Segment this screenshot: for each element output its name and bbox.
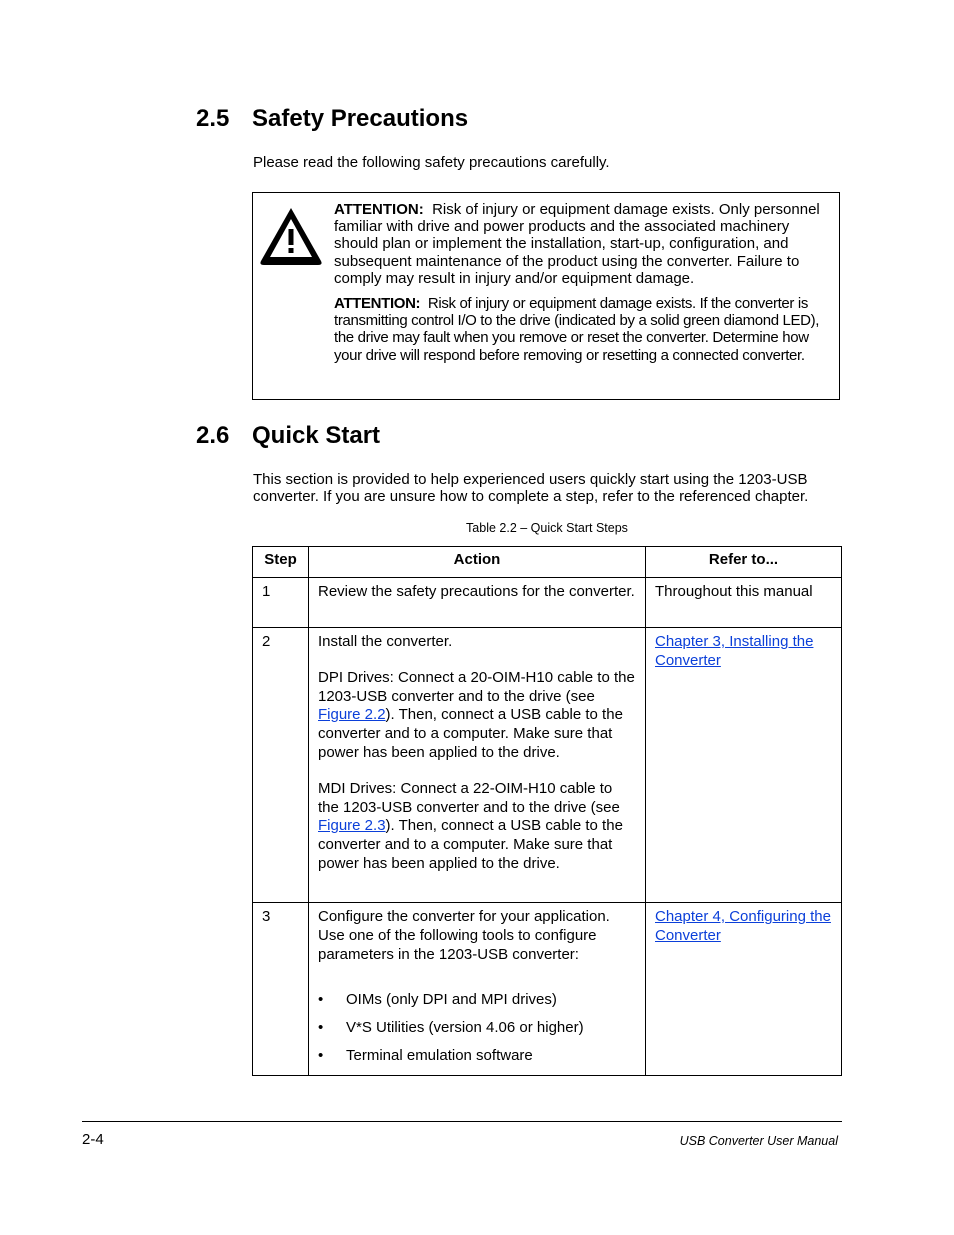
bullet: •	[318, 991, 324, 1009]
attention-paragraph	[334, 295, 824, 364]
action-cell: Review the safety precautions for the converter.	[309, 578, 646, 628]
step-cell: 3	[253, 903, 309, 1076]
attention-body: Risk of injury or equipment damage exists. If the converter is transmitting control I/O to the drive (indicated by a solid green diamond LED), the drive may fault when you remove or reset the converter. Determine how your drive will respond before removing or resetting a connected converter.	[334, 295, 820, 364]
manual-title: USB Converter User Manual	[679, 1134, 838, 1148]
action-intro: Install the converter.	[318, 633, 453, 650]
list-item	[318, 1019, 636, 1038]
refer-cell	[646, 903, 842, 1076]
attention-paragraph	[334, 201, 824, 287]
table-row	[253, 903, 842, 1076]
dpi-text: DPI Drives: Connect a 20-OIM-H10 cable to the 1203-USB converter and to the drive (see	[318, 668, 635, 705]
table-row	[253, 578, 842, 628]
section-number: 2.6	[196, 422, 230, 449]
list-item-text: Terminal emulation software	[346, 1046, 533, 1064]
header-action: Action	[309, 547, 646, 578]
mdi-text-end: ). Then, connect a USB cable to the converter and to a computer. Make sure that power has been applied to the drive.	[318, 817, 623, 872]
figure-2-2-link[interactable]: Figure 2.2	[318, 706, 386, 724]
chapter-3-link[interactable]: Chapter 3, Installing the Converter	[655, 633, 814, 669]
quick-start-table	[252, 546, 842, 1076]
section-number: 2.5	[196, 105, 230, 132]
action-cell	[309, 628, 646, 903]
list-item	[318, 1047, 636, 1066]
section-title: Quick Start	[252, 422, 381, 449]
warning-triangle-icon	[257, 203, 325, 267]
section-heading-2-6	[196, 422, 380, 450]
header-step: Step	[253, 547, 309, 578]
footer-divider	[82, 1121, 842, 1122]
refer-cell	[646, 628, 842, 903]
dpi-instructions	[318, 669, 636, 763]
section-heading-2-5	[196, 105, 468, 133]
table-caption: Table 2.2 – Quick Start Steps	[466, 521, 628, 535]
step-cell: 2	[253, 628, 309, 903]
figure-2-3-link[interactable]: Figure 2.3	[318, 817, 386, 835]
attention-text	[334, 201, 824, 372]
attention-box	[252, 192, 840, 400]
attention-body: Risk of injury or equipment damage exists. Only personnel familiar with drive and power products and the associated machinery should plan or implement the installation, start-up, configuration, and subsequent maintenance of the product using the converter. Failure to comply may result in injury and/or equipment damage.	[334, 201, 820, 287]
step-cell: 1	[253, 578, 309, 628]
bullet: •	[318, 1019, 324, 1037]
action-cell	[309, 903, 646, 1076]
mdi-instructions	[318, 780, 636, 874]
section-intro: Please read the following safety precautions carefully.	[253, 154, 610, 171]
list-item-text: OIMs (only DPI and MPI drives)	[346, 991, 557, 1009]
attention-label: ATTENTION:	[334, 295, 421, 313]
section-intro: This section is provided to help experienced users quickly start using the 1203-USB converter. If you are unsure how to complete a step, refer to the referenced chapter.	[253, 471, 809, 505]
section-title: Safety Precautions	[252, 105, 469, 132]
attention-label: ATTENTION:	[334, 201, 424, 218]
page-number: 2-4	[82, 1131, 104, 1148]
refer-cell: Throughout this manual	[646, 578, 842, 628]
bullet: •	[318, 1046, 324, 1064]
list-item-text: V*S Utilities (version 4.06 or higher)	[346, 1019, 584, 1037]
header-refer: Refer to...	[646, 547, 842, 578]
list-item	[318, 991, 636, 1010]
dpi-text-end: ). Then, connect a USB cable to the converter and to a computer. Make sure that power has been applied to the drive.	[318, 706, 623, 761]
chapter-4-link[interactable]: Chapter 4, Configuring the Converter	[655, 908, 831, 944]
action-intro: Configure the converter for your application. Use one of the following tools to configure parameters in the 1203-USB converter:	[318, 908, 610, 963]
table-row	[253, 628, 842, 903]
table-header-row	[253, 547, 842, 578]
mdi-text: MDI Drives: Connect a 22-OIM-H10 cable to the 1203-USB converter and to the drive (see	[318, 779, 620, 816]
